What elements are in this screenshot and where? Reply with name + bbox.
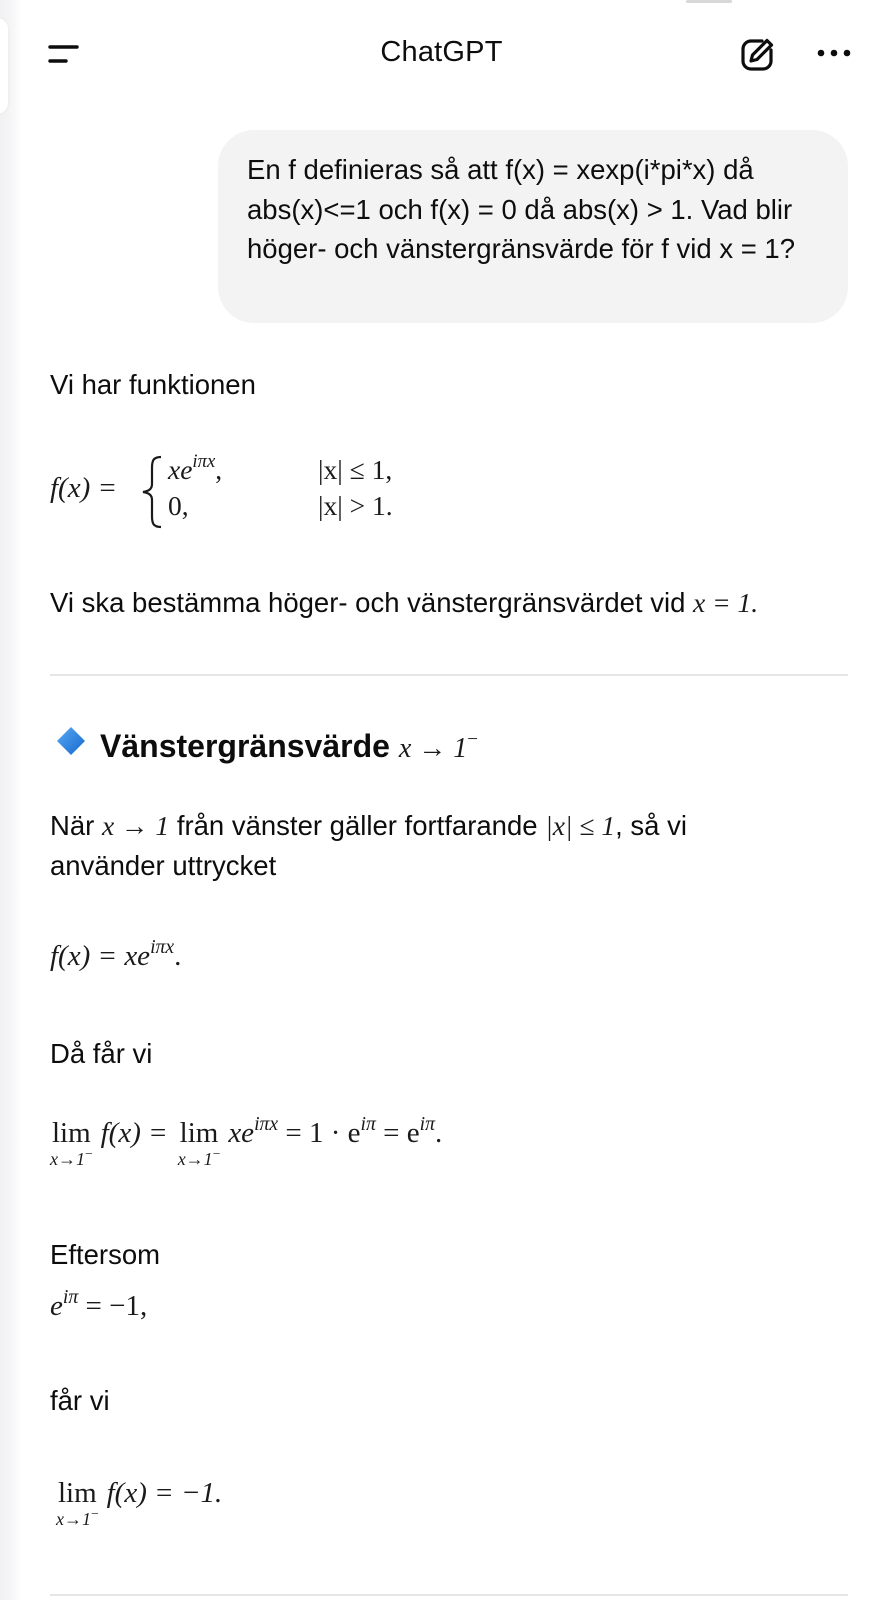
final-limit-equation: lim x→1− f(x) = −1. [56,1478,222,1532]
page-title: ChatGPT [380,36,503,68]
limit-operator-2: lim x→1− [177,1117,221,1169]
since-equation: $e^{i\pi} = -1$, [50,1285,148,1322]
limit-equation: lim x→1− f(x) = lim x→1− $xe^{i\pi x} = 1 \cdot e^{i\pi} = e^{i\pi}$. [50,1118,442,1172]
when-text-line-2: använder uttrycket [50,850,277,881]
piecewise-case-2: 0, |x| > 1. [168,490,393,521]
divider-bottom [50,1594,848,1596]
user-message-bubble [218,130,848,323]
since-text: Eftersom [50,1239,161,1270]
piecewise-case-1: $xe^{i\pi x}$, |x| ≤ 1, [168,451,393,485]
section-heading: Vänstergränsvärde x → 1− [56,728,478,768]
intro-text: Vi har funktionen [50,369,256,400]
expression-equation: $f(x) = xe^{i\pi x}$. [50,935,182,972]
final-limit-operator: lim x→1− [56,1477,99,1529]
sidebar-edge [0,0,22,1600]
when-text-line-1: När x → 1 från vänster gäller fortfarande |x| ≤ 1, så vi [50,810,687,841]
goal-text: Vi ska bestämma höger- och vänstergränsvärdet vid x = 1. [50,587,759,618]
limit-operator: lim x→1− [50,1117,93,1169]
then-text: Då får vi [50,1038,153,1069]
left-brace-icon [139,454,165,535]
piecewise-cases [168,451,393,524]
get-text: får vi [50,1385,110,1416]
divider [50,674,848,676]
blue-diamond-icon [56,726,86,764]
edit-icon[interactable] [738,36,776,74]
piecewise-lhs: f(x) = [50,472,118,504]
user-message-text: En f definieras så att f(x) = xexp(i*pi*x) då abs(x)<=1 och f(x) = 0 då abs(x) > 1. Vad blir höger- och vänstergränsvärde för f vid x = 1? [247,154,795,264]
app-header [0,0,883,108]
more-icon[interactable] [814,38,854,68]
